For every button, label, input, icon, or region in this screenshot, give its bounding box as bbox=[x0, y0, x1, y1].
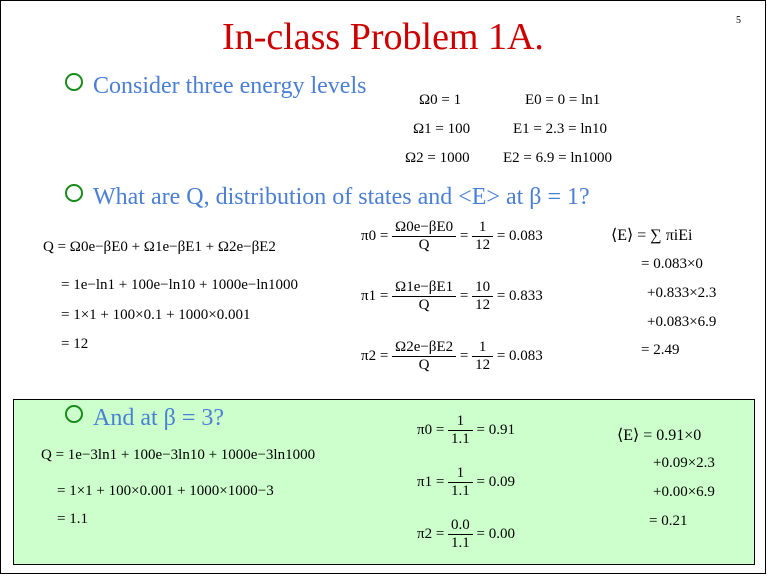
bullet-text: What are Q, distribution of states and <E> at β = 1? bbox=[93, 184, 590, 210]
e1-line1: ⟨E⟩ = ∑ πiEi bbox=[611, 227, 693, 244]
pi1-number-fraction bbox=[472, 279, 493, 314]
e2-line1: ⟨E⟩ = 0.91×0 bbox=[617, 427, 702, 444]
bullet-circle-icon bbox=[65, 405, 83, 423]
q2-line1: Q = 1e−3ln1 + 100e−3ln10 + 1000e−3ln1000 bbox=[41, 447, 316, 463]
pi0-b3-equation bbox=[417, 413, 515, 448]
pi0-b3-fnum: 1 bbox=[448, 413, 473, 431]
pi0-b3-lhs: π0 = bbox=[417, 421, 445, 438]
e2-line: E2 = 6.9 = ln1000 bbox=[503, 150, 612, 166]
q1-line4: = 12 bbox=[61, 336, 89, 352]
pi2-b3-fraction bbox=[448, 517, 473, 552]
pi2-b3-value: = 0.00 bbox=[476, 525, 516, 542]
e1-line3: +0.833×2.3 bbox=[647, 285, 717, 301]
pi1-b3-fden: 1.1 bbox=[451, 483, 470, 499]
e2-line4: = 0.21 bbox=[649, 513, 688, 529]
pi2-fraction bbox=[392, 339, 456, 374]
e2-line3: +0.00×6.9 bbox=[653, 484, 715, 500]
page-number: 5 bbox=[736, 15, 741, 26]
q2-line2: = 1×1 + 100×0.001 + 1000×1000−3 bbox=[57, 483, 274, 499]
pi0-fraction bbox=[392, 219, 456, 254]
e1-line4: +0.083×6.9 bbox=[647, 314, 717, 330]
pi1-equation bbox=[361, 279, 543, 314]
pi1-denominator: Q bbox=[418, 297, 430, 313]
pi1-lhs: π1 = bbox=[361, 287, 389, 304]
pi1-b3-value: = 0.09 bbox=[476, 473, 516, 490]
pi1-fraction bbox=[392, 279, 456, 314]
bullet-circle-icon bbox=[65, 73, 83, 91]
pi1-fden: 12 bbox=[475, 297, 491, 313]
pi0-equals: = bbox=[459, 227, 469, 244]
slide-title: In-class Problem 1A. bbox=[222, 16, 544, 58]
pi0-lhs: π0 = bbox=[361, 227, 389, 244]
pi1-numerator: Ω1e−βE1 bbox=[392, 279, 456, 297]
pi0-number-fraction bbox=[472, 219, 493, 254]
pi1-b3-fraction bbox=[448, 465, 473, 500]
e1-line2: = 0.083×0 bbox=[641, 256, 703, 272]
pi0-fden: 12 bbox=[475, 237, 491, 253]
pi2-numerator: Ω2e−βE2 bbox=[392, 339, 456, 357]
pi2-value: = 0.083 bbox=[496, 347, 543, 364]
pi1-fnum: 10 bbox=[472, 279, 493, 297]
pi2-equals: = bbox=[459, 347, 469, 364]
e2-line2: +0.09×2.3 bbox=[653, 455, 715, 471]
pi2-lhs: π2 = bbox=[361, 347, 389, 364]
pi0-equation bbox=[361, 219, 543, 254]
pi1-b3-fnum: 1 bbox=[448, 465, 473, 483]
pi0-b3-fden: 1.1 bbox=[451, 431, 470, 447]
q2-line3: = 1.1 bbox=[57, 511, 88, 527]
pi0-b3-value: = 0.91 bbox=[476, 421, 516, 438]
bullet-text: And at β = 3? bbox=[93, 405, 225, 431]
omega0-line: Ω0 = 1 bbox=[419, 92, 462, 108]
bullet-consider-levels bbox=[65, 73, 366, 100]
omega1-line: Ω1 = 100 bbox=[413, 121, 471, 137]
bullet-circle-icon bbox=[65, 184, 83, 202]
bullet-text: Consider three energy levels bbox=[93, 73, 367, 99]
q1-line2: = 1e−ln1 + 100e−ln10 + 1000e−ln1000 bbox=[61, 277, 298, 293]
pi0-b3-fraction bbox=[448, 413, 473, 448]
pi0-value: = 0.083 bbox=[496, 227, 543, 244]
pi2-b3-fden: 1.1 bbox=[451, 535, 470, 551]
pi0-fnum: 1 bbox=[472, 219, 493, 237]
pi1-value: = 0.833 bbox=[496, 287, 543, 304]
e0-line: E0 = 0 = ln1 bbox=[525, 92, 601, 108]
omega2-line: Ω2 = 1000 bbox=[405, 150, 470, 166]
pi2-equation bbox=[361, 339, 543, 374]
pi1-b3-lhs: π1 = bbox=[417, 473, 445, 490]
pi2-fden: 12 bbox=[475, 357, 491, 373]
pi2-number-fraction bbox=[472, 339, 493, 374]
pi2-b3-equation bbox=[417, 517, 515, 552]
bullet-question-beta1 bbox=[65, 184, 590, 211]
q1-line3: = 1×1 + 100×0.1 + 1000×0.001 bbox=[61, 307, 251, 323]
e1-line5: = 2.49 bbox=[641, 342, 680, 358]
bullet-question-beta3 bbox=[65, 405, 224, 432]
pi2-denominator: Q bbox=[418, 357, 430, 373]
q1-line1: Q = Ω0e−βE0 + Ω1e−βE1 + Ω2e−βE2 bbox=[43, 239, 276, 255]
pi2-b3-fnum: 0.0 bbox=[448, 517, 473, 535]
pi2-b3-lhs: π2 = bbox=[417, 525, 445, 542]
pi2-fnum: 1 bbox=[472, 339, 493, 357]
pi1-b3-equation bbox=[417, 465, 515, 500]
pi1-equals: = bbox=[459, 287, 469, 304]
pi0-numerator: Ω0e−βE0 bbox=[392, 219, 456, 237]
pi0-denominator: Q bbox=[418, 237, 430, 253]
e1-line: E1 = 2.3 = ln10 bbox=[513, 121, 607, 137]
